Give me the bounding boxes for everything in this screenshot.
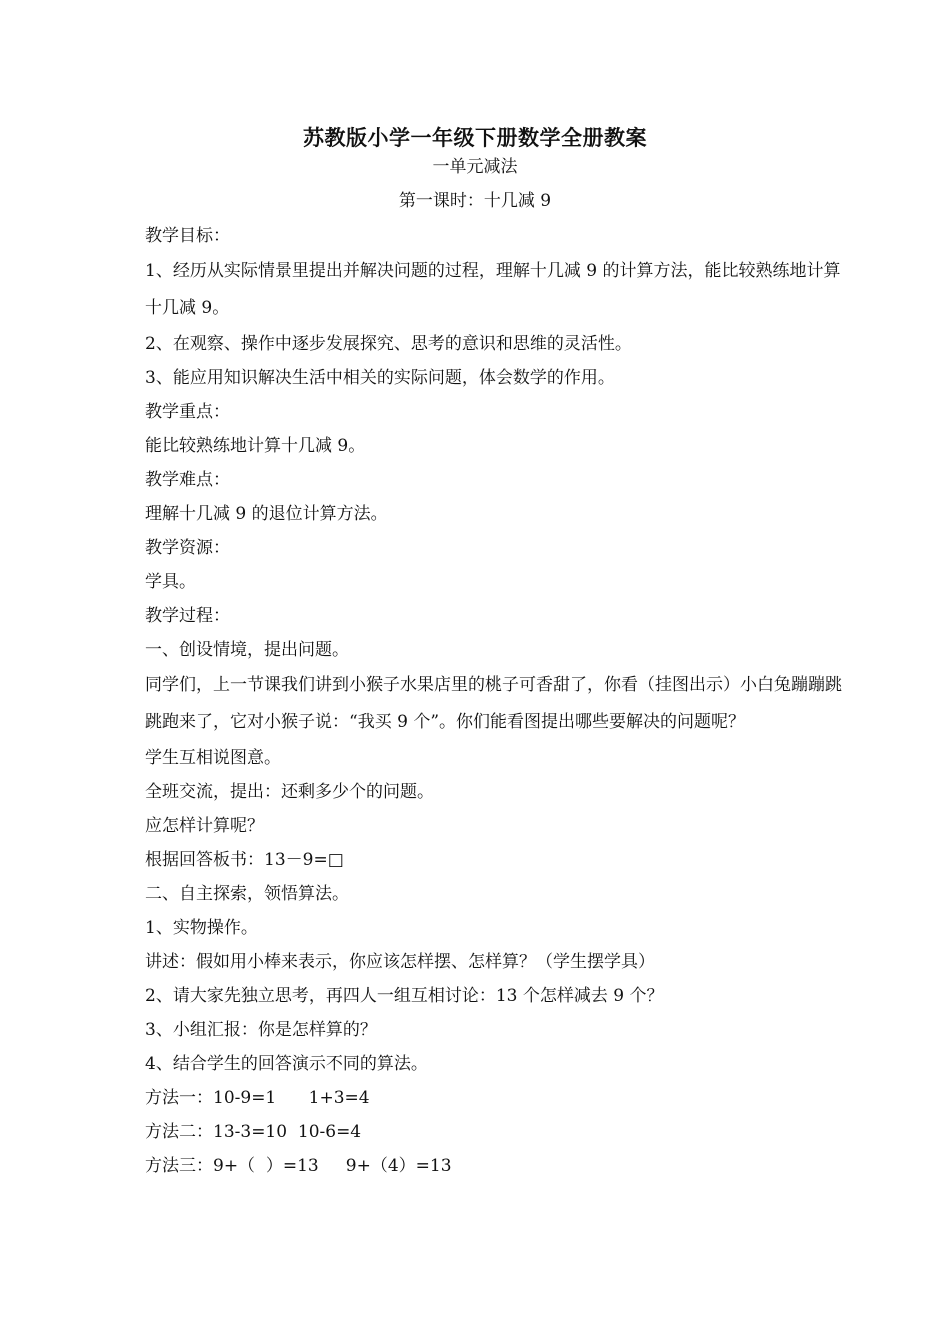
paragraph: 教学目标： bbox=[145, 226, 230, 246]
paragraph: 一、创设情境，提出问题。 bbox=[145, 640, 349, 660]
paragraph: 方法一：10-9=1 1+3=4 bbox=[145, 1088, 370, 1108]
paragraph: 2、请大家先独立思考，再四人一组互相讨论：13 个怎样减去 9 个？ bbox=[145, 986, 664, 1006]
paragraph: 应怎样计算呢？ bbox=[145, 816, 264, 836]
paragraph: 理解十几减 9 的退位计算方法。 bbox=[145, 504, 388, 524]
unit-title: 一单元减法 bbox=[432, 157, 518, 177]
paragraph: 1、实物操作。 bbox=[145, 918, 258, 938]
paragraph: 教学过程： bbox=[145, 606, 230, 626]
paragraph: 根据回答板书：13－9=□ bbox=[145, 850, 344, 870]
paragraph: 教学难点： bbox=[145, 470, 230, 490]
paragraph: 同学们，上一节课我们讲到小猴子水果店里的桃子可香甜了，你看（挂图出示）小白兔蹦蹦跳跳跑来了，它对小猴子说：“我买 9 个”。你们能看图提出哪些要解决的问题呢？ bbox=[145, 675, 842, 732]
paragraph: 方法二：13-3=10 10-6=4 bbox=[145, 1122, 362, 1142]
paragraph: 讲述：假如用小棒来表示，你应该怎样摆、怎样算？（学生摆学具） bbox=[145, 952, 655, 972]
paragraph: 3、能应用知识解决生活中相关的实际问题，体会数学的作用。 bbox=[145, 368, 615, 388]
paragraph: 2、在观察、操作中逐步发展探究、思考的意识和思维的灵活性。 bbox=[145, 334, 632, 354]
paragraph: 学生互相说图意。 bbox=[145, 748, 281, 768]
paragraph: 教学重点： bbox=[145, 402, 230, 422]
document-title: 苏教版小学一年级下册数学全册教案 bbox=[303, 125, 647, 150]
paragraph: 全班交流，提出：还剩多少个的问题。 bbox=[145, 782, 434, 802]
lesson-title: 第一课时：十几减 9 bbox=[398, 191, 552, 211]
paragraph: 教学资源： bbox=[145, 538, 230, 558]
paragraph: 学具。 bbox=[145, 572, 196, 592]
paragraph: 1、经历从实际情景里提出并解决问题的过程，理解十几减 9 的计算方法，能比较熟练地计算十几减 9。 bbox=[145, 261, 841, 318]
paragraph: 方法三：9+（ ）=13 9+（4）=13 bbox=[145, 1156, 452, 1176]
paragraph: 能比较熟练地计算十几减 9。 bbox=[145, 436, 366, 456]
paragraph: 3、小组汇报：你是怎样算的？ bbox=[145, 1020, 377, 1040]
paragraph: 4、结合学生的回答演示不同的算法。 bbox=[145, 1054, 428, 1074]
document-body bbox=[145, 219, 845, 1183]
paragraph: 二、自主探索，领悟算法。 bbox=[145, 884, 349, 904]
